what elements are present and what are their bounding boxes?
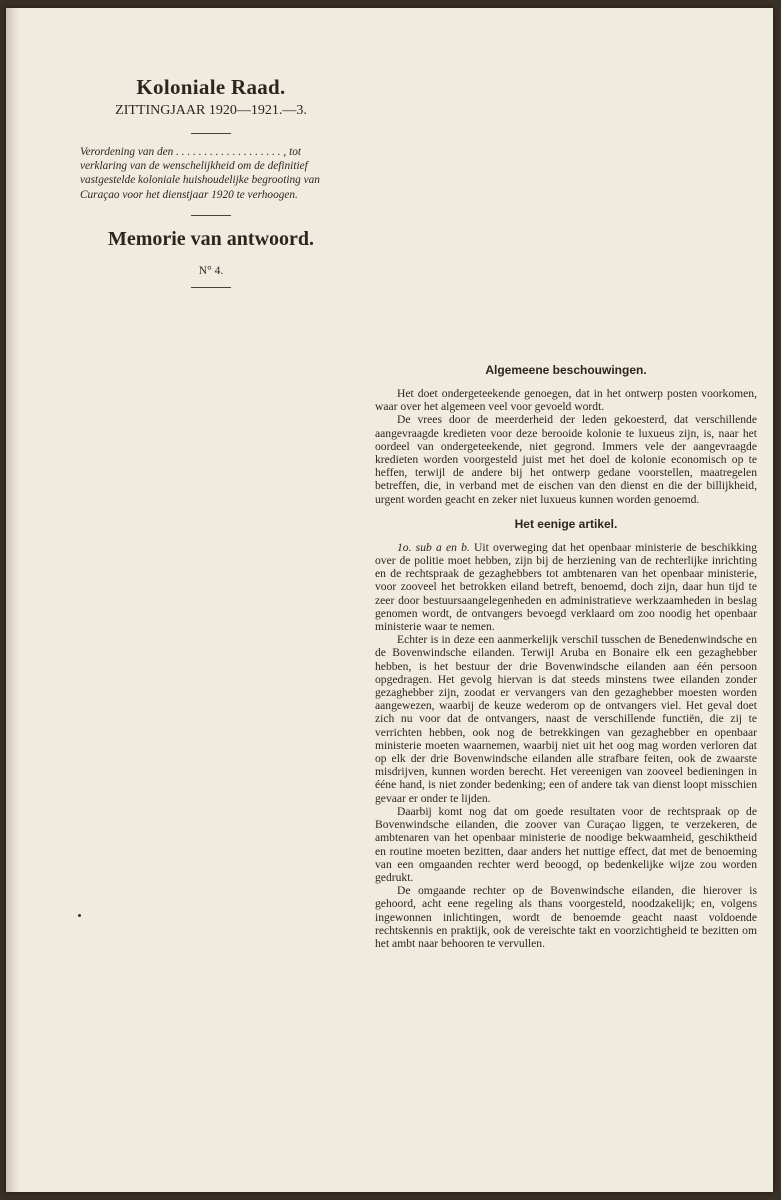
ink-speck bbox=[78, 914, 81, 917]
paragraph: De omgaande rechter op de Bovenwindsche eilanden, die hierover is gehoord, acht eene regeling als thans voorgesteld, noodzakelijk; en, volgens ingewonnen inlichtingen, wordt de benoemde geacht naast voldoende rechtskennis en praktijk, ook de vereischte takt en voorzichtigheid te bezitten om het ambt naar behooren te vervullen. bbox=[375, 884, 757, 950]
body-text bbox=[375, 362, 757, 950]
document-page bbox=[6, 8, 773, 1192]
council-title: Koloniale Raad. bbox=[136, 75, 286, 99]
article-subsection-label: 1o. sub a en b. bbox=[397, 540, 470, 554]
paragraph bbox=[375, 541, 757, 633]
divider bbox=[191, 287, 231, 288]
section-heading-general: Algemeene beschouwingen. bbox=[485, 363, 647, 377]
section-heading-article: Het eenige artikel. bbox=[514, 516, 618, 531]
divider bbox=[191, 133, 231, 134]
paragraph: Echter is in deze een aanmerkelijk verschil tusschen de Benedenwindsche en de Bovenwindsche eilanden. Terwijl Aruba en Bonaire elk een gezaghebber hebben, is het bestuur der drie Bovenwindsche eilanden aan één persoon opgedragen. Het gevolg hiervan is dat steeds minstens twee eilanden zonder gezaghebber zijn, zoodat er vervangers van den gezaghebber moesten worden aangewezen, waarbij de keuze wederom op de ontvangers viel. Het geval doet zich nu voor dat de ontvangers, naast de verschillende functiën, die zij te verrichten hebben, ook nog de betrekkingen van gezaghebber en openbaar ministerie moeten waarnemen, waarbij niet uit het oog mag worden verloren dat op elk der drie Bovenwindsche eilanden alle strafbare feiten, ook de zwaarste misdrijven, kunnen worden berecht. Het vereenigen van zooveel bedieningen in ééne hand, is niet zonder bedenking; een of andere tak van dienst loopt misschien gevaar er onder te lijden. bbox=[375, 633, 757, 805]
session-year: ZITTINGJAAR 1920—1921.—3. bbox=[115, 103, 307, 118]
divider bbox=[191, 215, 231, 216]
document-number: N° 4. bbox=[198, 264, 224, 277]
ordinance-description: Verordening van den . . . . . . . . . . . . . . . . . . . , tot verklaring van de wenschelijkheid om de definitief vastgestelde koloniale huishoudelijke begrooting van Curaçao voor het dienstjaar 1920 te verhoogen. bbox=[80, 146, 320, 201]
paragraph: De vrees door de meerderheid der leden gekoesterd, dat verschillende aangevraagde kredieten voor deze berooide kolonie te luxueus zijn, is, naar het oordeel van ondergeteekende, niet gegrond. Immers vele der aangevraagde kredieten worden voorgesteld juist met het doel de kolonie economisch op te heffen, terwijl de andere bij het ontwerp gedane voorstellen, maatregelen betreffen, die, in verband met de eischen van den dienst en die der billijkheid, urgent worden geacht en zeker niet luxueus kunnen worden genoemd. bbox=[375, 413, 757, 506]
paragraph: Het doet ondergeteekende genoegen, dat in het ontwerp posten voorkomen, waar over het algemeen veel voor gevoeld wordt. bbox=[375, 387, 757, 414]
paragraph-text: Uit overweging dat het openbaar ministerie de beschikking over de politie moet hebben, zijn bij de herziening van de rechterlijke inrichting en de rechtspraak de gezaghebbers tot ambtenaren van het openbaar ministerie, voor zooveel het betrokken eiland betreft, benoemd, doch zijn, daar hun tijd te zeer door bestuursaangelegenheden en administratieve werkzaamheden in beslag genomen wordt, de ontvangers bevoegd verklaard om zoo noodig het openbaar ministerie waar te nemen. bbox=[375, 540, 757, 634]
header-block bbox=[80, 74, 342, 288]
document-heading: Memorie van antwoord. bbox=[107, 227, 315, 250]
page-fold-shadow bbox=[6, 8, 20, 1192]
paragraph: Daarbij komt nog dat om goede resultaten voor de rechtspraak op de Bovenwindsche eilanden, die zoover van Curaçao liggen, te verzekeren, de ambtenaren van het openbaar ministerie de noodige bekwaamheid, geschiktheid en routine moeten bezitten, daar anders het nuttige effect, dat met de benoeming van een omgaanden rechter werd beoogd, op bedenkelijke wijze zou worden gedrukt. bbox=[375, 804, 757, 884]
